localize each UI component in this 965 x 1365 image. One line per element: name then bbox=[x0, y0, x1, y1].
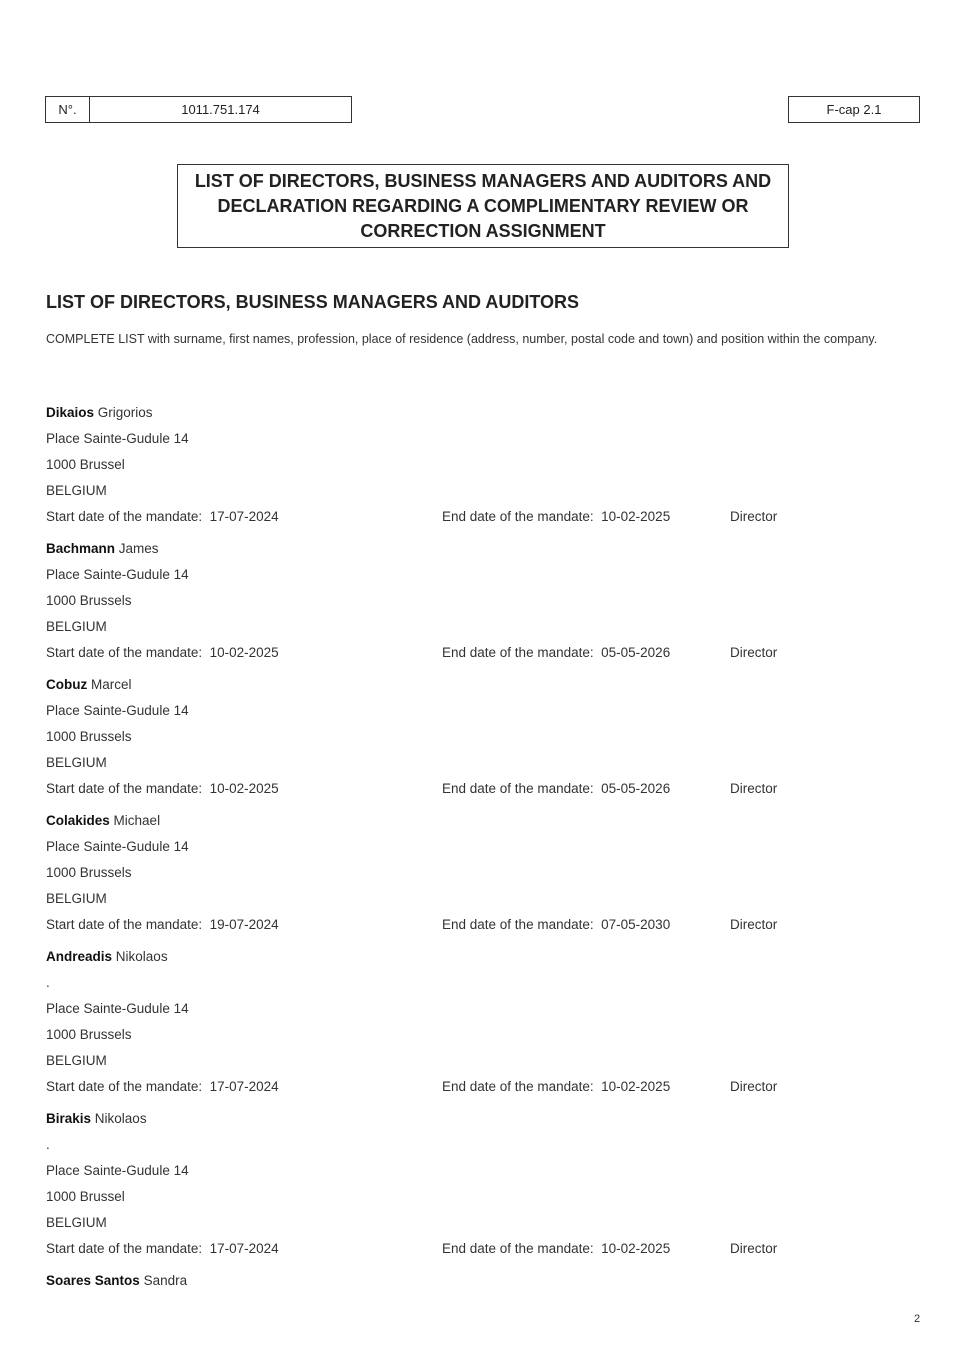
mandate-position bbox=[730, 640, 777, 666]
mandate-row bbox=[46, 776, 926, 802]
number-label: N°. bbox=[46, 97, 90, 122]
person-entry bbox=[46, 672, 926, 802]
mandate-row bbox=[46, 912, 926, 938]
mandate-end bbox=[442, 776, 670, 802]
person-city: 1000 Brussels bbox=[46, 729, 132, 744]
person-first-name: Nikolaos bbox=[94, 1111, 147, 1126]
person-country: BELGIUM bbox=[46, 619, 107, 634]
mandate-end bbox=[442, 640, 670, 666]
mandate-position bbox=[730, 504, 777, 530]
mandate-end-value: 05-05-2026 bbox=[601, 645, 671, 660]
person-country: BELGIUM bbox=[46, 483, 107, 498]
person-address: Place Sainte-Gudule 14 bbox=[46, 1001, 189, 1016]
person-name bbox=[46, 944, 926, 970]
mandate-start-label: Start date of the mandate: bbox=[46, 509, 203, 524]
mandate-row bbox=[46, 640, 926, 666]
person-name bbox=[46, 400, 926, 426]
person-first-name: James bbox=[118, 541, 159, 556]
mandate-end bbox=[442, 504, 670, 530]
document-title-box bbox=[177, 164, 789, 248]
person-name bbox=[46, 1106, 926, 1132]
person-address: Place Sainte-Gudule 14 bbox=[46, 839, 189, 854]
mandate-end bbox=[442, 1074, 670, 1100]
mandate-position-label: Director bbox=[730, 781, 778, 796]
mandate-start bbox=[46, 640, 279, 666]
mandate-start bbox=[46, 1236, 279, 1262]
mandate-end-label: End date of the mandate: bbox=[442, 509, 594, 524]
mandate-row bbox=[46, 504, 926, 530]
person-country: BELGIUM bbox=[46, 891, 107, 906]
mandate-start-label: Start date of the mandate: bbox=[46, 781, 203, 796]
person-surname: Colakides bbox=[46, 813, 110, 828]
number-value: 1011.751.174 bbox=[181, 102, 260, 117]
mandate-end-label: End date of the mandate: bbox=[442, 781, 594, 796]
mandate-start bbox=[46, 504, 279, 530]
person-address: Place Sainte-Gudule 14 bbox=[46, 567, 189, 582]
person-address: Place Sainte-Gudule 14 bbox=[46, 1163, 189, 1178]
mandate-position-label: Director bbox=[730, 509, 778, 524]
mandate-end-label: End date of the mandate: bbox=[442, 1079, 594, 1094]
person-city: 1000 Brussel bbox=[46, 457, 125, 472]
page-number: 2 bbox=[914, 1313, 921, 1325]
person-first-name: Michael bbox=[113, 813, 161, 828]
mandate-start-label: Start date of the mandate: bbox=[46, 645, 203, 660]
mandate-end-value: 10-02-2025 bbox=[601, 1241, 671, 1256]
mandate-position-label: Director bbox=[730, 1079, 778, 1094]
mandate-position bbox=[730, 1074, 777, 1100]
mandate-start-value: 17-07-2024 bbox=[209, 1241, 279, 1256]
person-city: 1000 Brussels bbox=[46, 865, 132, 880]
mandate-start bbox=[46, 776, 279, 802]
person-city: 1000 Brussels bbox=[46, 1027, 132, 1042]
mandate-position bbox=[730, 912, 777, 938]
person-name bbox=[46, 808, 926, 834]
person-first-name: Nikolaos bbox=[115, 949, 168, 964]
mandate-position bbox=[730, 1236, 777, 1262]
person-entry bbox=[46, 808, 926, 938]
person-surname: Dikaios bbox=[46, 405, 95, 420]
document-title: LIST OF DIRECTORS, BUSINESS MANAGERS AND AUDITORS AND DECLARATION REGARDING A COMPLIMENTARY REVIEW OR CORRECTION ASSIGNMENT bbox=[194, 170, 772, 241]
person-name bbox=[46, 536, 926, 562]
mandate-end-label: End date of the mandate: bbox=[442, 917, 594, 932]
person-profession: . bbox=[46, 1137, 50, 1152]
person-entry bbox=[46, 1106, 926, 1262]
person-country: BELGIUM bbox=[46, 755, 107, 770]
person-surname: Cobuz bbox=[46, 677, 88, 692]
mandate-start-label: Start date of the mandate: bbox=[46, 1241, 203, 1256]
section-title: LIST OF DIRECTORS, BUSINESS MANAGERS AND AUDITORS bbox=[46, 292, 580, 312]
person-country: BELGIUM bbox=[46, 1215, 107, 1230]
person-surname: Andreadis bbox=[46, 949, 113, 964]
person-address: Place Sainte-Gudule 14 bbox=[46, 703, 189, 718]
person-city: 1000 Brussels bbox=[46, 593, 132, 608]
mandate-row bbox=[46, 1236, 926, 1262]
mandate-start-value: 19-07-2024 bbox=[209, 917, 279, 932]
mandate-start-value: 10-02-2025 bbox=[209, 645, 279, 660]
person-entry bbox=[46, 536, 926, 666]
section-description: COMPLETE LIST with surname, first names, profession, place of residence (address, number, postal code and town) and position within the company. bbox=[46, 332, 878, 346]
mandate-start-value: 10-02-2025 bbox=[209, 781, 279, 796]
person-country: BELGIUM bbox=[46, 1053, 107, 1068]
mandate-end-label: End date of the mandate: bbox=[442, 1241, 594, 1256]
mandate-position bbox=[730, 776, 777, 802]
mandate-position-label: Director bbox=[730, 917, 778, 932]
person-name bbox=[46, 672, 926, 698]
person-first-name: Marcel bbox=[91, 677, 132, 692]
person-list bbox=[46, 400, 926, 1300]
person-profession: . bbox=[46, 975, 50, 990]
mandate-end bbox=[442, 1236, 670, 1262]
person-entry bbox=[46, 400, 926, 530]
person-surname: Soares Santos bbox=[46, 1273, 140, 1288]
mandate-start-value: 17-07-2024 bbox=[209, 1079, 279, 1094]
form-code: F-cap 2.1 bbox=[788, 96, 920, 123]
mandate-end-value: 05-05-2026 bbox=[601, 781, 671, 796]
mandate-end bbox=[442, 912, 670, 938]
person-city: 1000 Brussel bbox=[46, 1189, 125, 1204]
person-first-name: Grigorios bbox=[97, 405, 153, 420]
mandate-start bbox=[46, 912, 279, 938]
mandate-start-label: Start date of the mandate: bbox=[46, 917, 203, 932]
mandate-position-label: Director bbox=[730, 645, 778, 660]
mandate-end-value: 10-02-2025 bbox=[601, 1079, 671, 1094]
mandate-end-value: 07-05-2030 bbox=[601, 917, 671, 932]
mandate-end-label: End date of the mandate: bbox=[442, 645, 594, 660]
mandate-row bbox=[46, 1074, 926, 1100]
mandate-start bbox=[46, 1074, 279, 1100]
person-entry bbox=[46, 944, 926, 1100]
mandate-start-label: Start date of the mandate: bbox=[46, 1079, 203, 1094]
person-surname: Birakis bbox=[46, 1111, 92, 1126]
mandate-end-value: 10-02-2025 bbox=[601, 509, 671, 524]
person-entry bbox=[46, 1268, 926, 1294]
mandate-position-label: Director bbox=[730, 1241, 778, 1256]
number-box bbox=[45, 96, 352, 123]
person-surname: Bachmann bbox=[46, 541, 116, 556]
person-first-name: Sandra bbox=[143, 1273, 188, 1288]
mandate-start-value: 17-07-2024 bbox=[209, 509, 279, 524]
person-name bbox=[46, 1268, 926, 1294]
person-address: Place Sainte-Gudule 14 bbox=[46, 431, 189, 446]
